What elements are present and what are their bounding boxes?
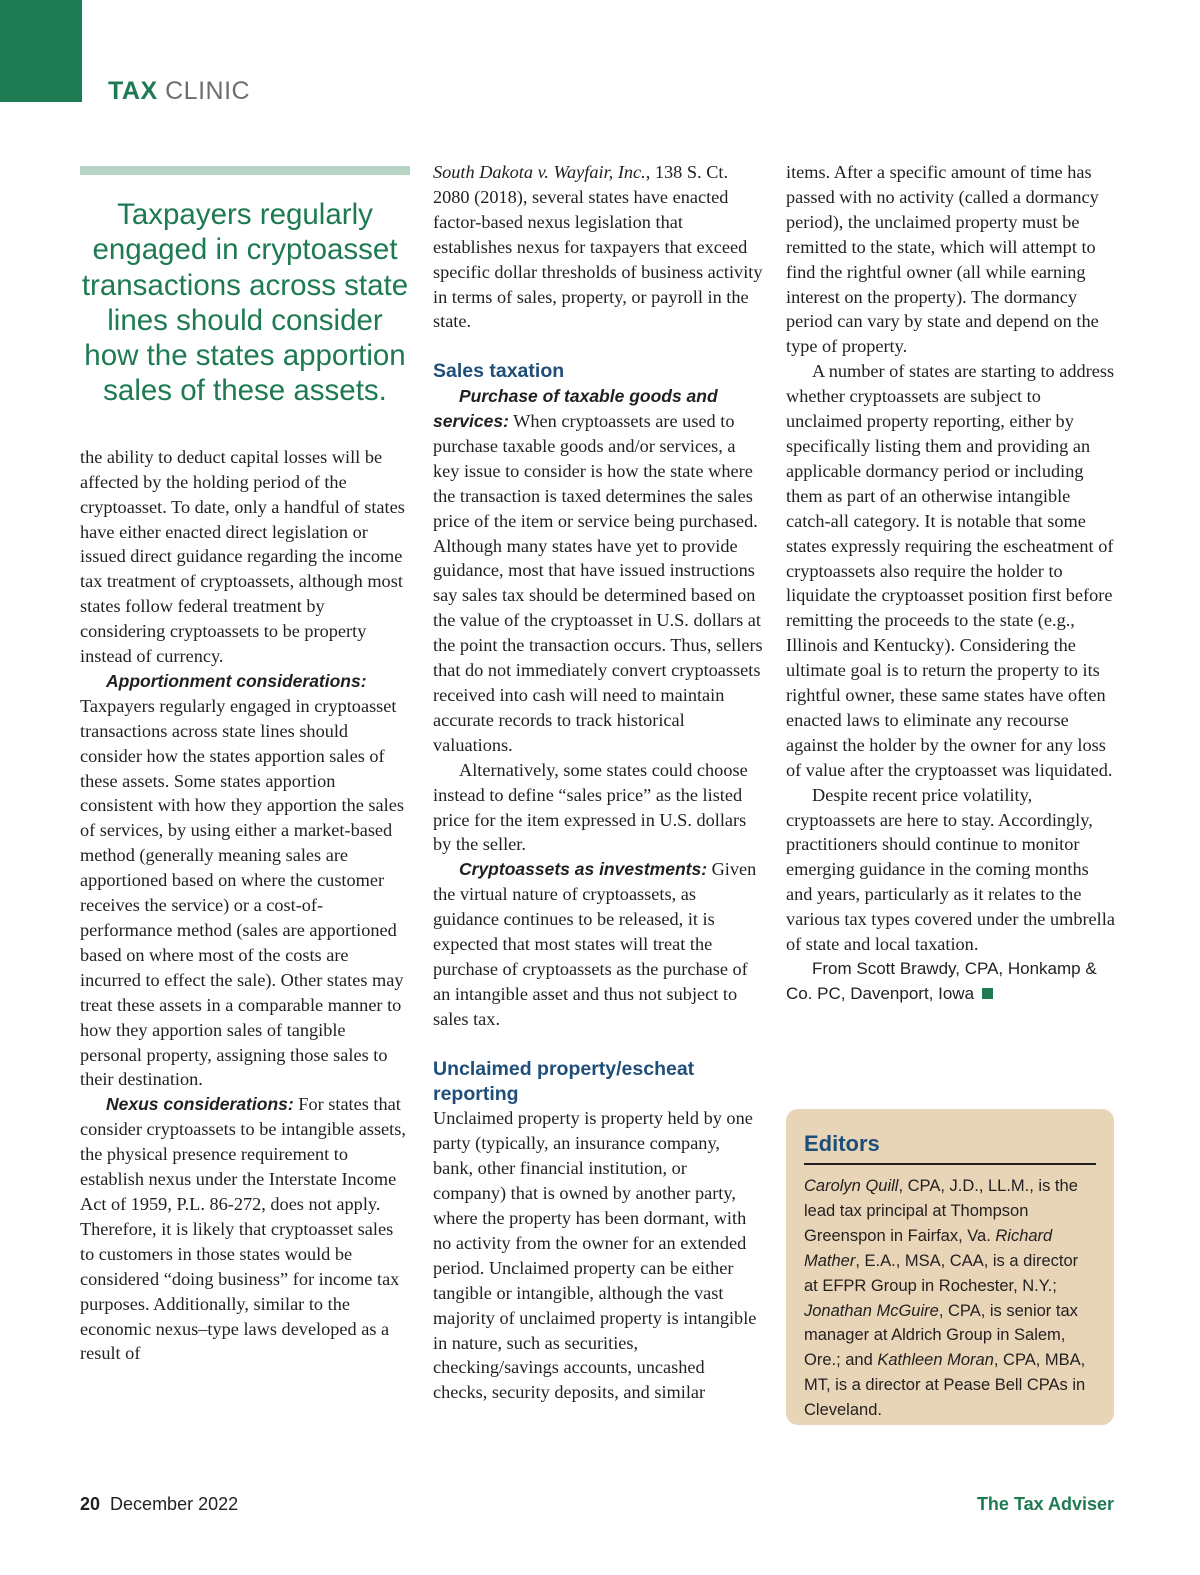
unclaimed-property-heading: Unclaimed property/escheat reporting — [433, 1057, 695, 1105]
pull-quote-rule — [80, 166, 410, 175]
publication-name: The Tax Adviser — [976, 1494, 1114, 1514]
purchase-run-in-head: Purchase of taxable goods and services: — [433, 386, 718, 432]
column-3 — [786, 160, 1116, 1007]
sales-taxation-heading: Sales taxation — [433, 360, 565, 383]
editor-text-4: , CPA, MBA, MT, is a director at Pease Bell CPAs in Cleveland. — [804, 1351, 1086, 1420]
section-label-regular: CLINIC — [165, 77, 251, 105]
corner-color-block — [0, 0, 82, 102]
col2-paragraph-1 — [433, 160, 763, 334]
case-name: South Dakota v. Wayfair, Inc. — [433, 162, 646, 182]
section-label-bold: TAX — [108, 77, 158, 105]
investments-paragraph — [433, 857, 763, 1031]
end-square-icon — [982, 988, 993, 999]
column-1 — [80, 160, 410, 1366]
apportionment-run-in-head: Apportionment considerations: — [106, 670, 367, 691]
issue-date: December 2022 — [110, 1494, 239, 1514]
investments-text: Given the virtual nature of cryptoassets, as guidance continues to be released, it is expected that most states will treat the purchase of cryptoassets as the purchase of an intangible asset and thus not subject to sales tax. — [433, 859, 757, 1029]
col3-paragraph-1: items. After a specific amount of time has passed with no activity (called a dormancy period), the unclaimed property must be remitted to the state, which will attempt to find the rightful owner (all while earning interest on the property). The dormancy period can vary by state and depend on the type of property. — [786, 162, 1099, 357]
editors-body — [804, 1174, 1096, 1423]
unclaimed-property-paragraph: Unclaimed property is property held by one party (typically, an insurance company, bank, other financial institution, or company) that is owned by another party, where the property has been dormant, with no activity from the owner for an extended period. Unclaimed property can be either tangible or intangible, although the vast majority of unclaimed property is intangible in nature, such as securities, checking/savings accounts, uncashed checks, security deposits, and similar — [433, 1108, 757, 1403]
investments-run-in-head: Cryptoassets as investments: — [459, 859, 708, 880]
column-2 — [433, 160, 763, 1405]
page-folio — [80, 1494, 238, 1515]
col1-paragraph-1: the ability to deduct capital losses will be affected by the holding period of the cryptoasset. To date, only a handful of states have either enacted direct legislation or issued direct guidance regarding the income tax treatment of cryptoassets, although most states follow federal treatment by considering cryptoassets to be property instead of currency. — [80, 446, 405, 667]
editor-name-1: Carolyn Quill — [804, 1177, 899, 1195]
editor-name-3: Jonathan McGuire — [804, 1301, 939, 1320]
editor-text-1: , CPA, J.D., LL.M., is the lead tax principal at Thompson Greenspon in Fairfax, Va. — [804, 1177, 1078, 1245]
pull-quote: Taxpayers regularly engaged in cryptoasset transactions across state lines should consider how the states apportion sales of these assets. — [81, 198, 409, 408]
editors-heading: Editors — [804, 1131, 1096, 1165]
col3-paragraph-3: Despite recent price volatility, cryptoassets are here to stay. Accordingly, practitioners should continue to monitor emerging guidance in the coming months and years, particularly as it relates to the various tax types covered under the umbrella of state and local taxation. — [786, 784, 1115, 955]
editors-sidebar — [786, 1109, 1114, 1425]
col3-paragraph-2: A number of states are starting to address whether cryptoassets are subject to unclaimed property reporting, either by specifically listing them and providing an applicable dormancy period or including them as part of an otherwise intangible catch-all category. It is notable that some states expressly requiring the escheatment of cryptoassets also require the holder to liquidate the cryptoasset position first before remitting the proceeds to the state (e.g., Illinois and Kentucky). Considering the ultimate goal is to return the property to its rightful owner, these same states have often enacted laws to eliminate any recourse against the holder by the owner for any loss of value after the cryptoasset was liquidated. — [786, 361, 1115, 780]
editor-name-4: Kathleen Moran — [877, 1351, 994, 1370]
page-number: 20 — [80, 1494, 101, 1514]
nexus-paragraph — [80, 1092, 410, 1366]
editor-name-2: Richard Mather — [804, 1226, 1053, 1270]
nexus-text: For states that consider cryptoassets to be intangible assets, the physical presence requirement to establish nexus under the Interstate Income Act of 1959, P.L. 86-272, does not apply. Therefore, it is likely that cryptoasset sales to customers in those states would be considered “doing business” for income tax purposes. Additionally, similar to the economic nexus–type laws developed as a result of — [80, 1094, 406, 1364]
author-credit-text: From Scott Brawdy, CPA, Honkamp & Co. PC, Davenport, Iowa — [786, 959, 1097, 1003]
alternatively-paragraph: Alternatively, some states could choose instead to define “sales price” as the listed price for the item expressed in U.S. dollars by the seller. — [433, 759, 748, 855]
purchase-text: When cryptoassets are used to purchase taxable goods and/or services, a key issue to consider is how the state where the transaction is taxed determines the sales price of the item or service being purchased. Although many states have yet to provide guidance, most that have issued instructions say sales tax should be determined based on the value of the cryptoasset in U.S. dollars at the point the transaction occurs. Thus, sellers that do not immediately convert cryptoassets received into cash will need to maintain accurate records to track historical valuations. — [433, 411, 763, 755]
apportionment-text: Taxpayers regularly engaged in cryptoasset transactions across state lines should consider how the states apportion sales of these assets. Some states apportion consistent with how they apportion the sales of services, by using either a market-based method (generally meaning sales are apportioned based on where the customer receives the service) or a cost-of-performance method (sales are apportioned based on where most of the costs are incurred to effect the sale). Other states may treat these assets in a comparable manner to how they apportion sales of tangible personal property, assigning those sales to their destination. — [80, 695, 404, 1090]
col2-paragraph-1-text: , 138 S. Ct. 2080 (2018), several states have enacted factor-based nexus legislation that establishes nexus for taxpayers that exceed specific dollar thresholds of business activity in terms of sales, property, or payroll in the state. — [433, 162, 763, 332]
nexus-run-in-head: Nexus considerations: — [106, 1094, 294, 1115]
section-label — [108, 77, 250, 106]
apportionment-paragraph — [80, 669, 410, 1092]
purchase-paragraph — [433, 384, 763, 758]
author-credit — [786, 957, 1116, 1007]
editor-text-3: , CPA, is senior tax manager at Aldrich Group in Salem, Ore.; and — [804, 1301, 1078, 1370]
editor-text-2: , E.A., MSA, CAA, is a director at EFPR Group in Rochester, N.Y.; — [804, 1251, 1079, 1295]
